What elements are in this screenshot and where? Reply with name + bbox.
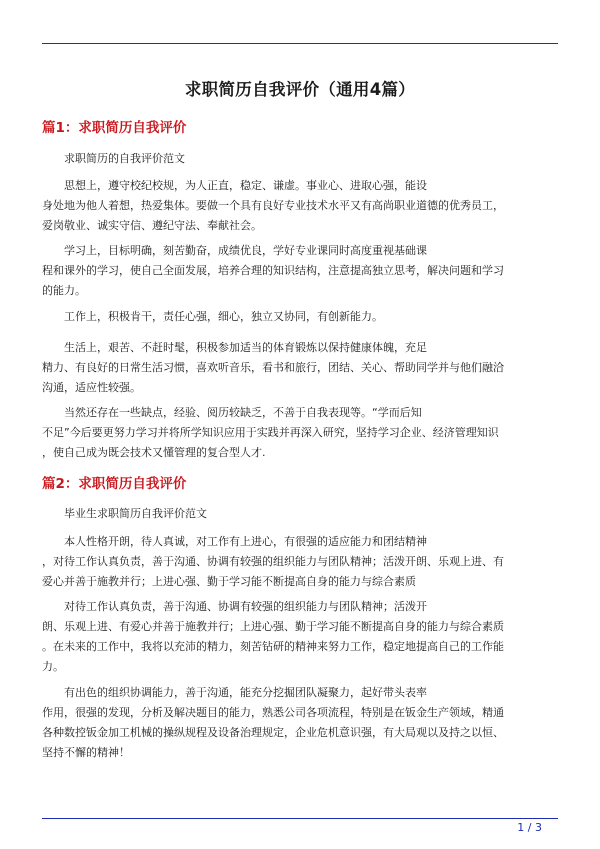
- paragraph-line: 。在未来的工作中，我将以充沛的精力，刻苦钻研的精神来努力工作，稳定地提高自己的工作能: [42, 640, 504, 653]
- section-subtitle-1: 求职简历的自我评价范文: [64, 152, 185, 165]
- paragraph-line: 本人性格开朗，待人真诚，对工作有上进心，有很强的适应能力和团结精神: [64, 535, 427, 548]
- paragraph-line: 当然还存在一些缺点，经验、阅历较缺乏，不善于自我表现等。“学而后知: [64, 406, 422, 419]
- paragraph: [42, 683, 558, 763]
- paragraph-line: 朗、乐观上进、有爱心并善于施教并行；上进心强、勤于学习能不断提高自身的能力与综合素质: [42, 620, 504, 633]
- paragraph-line: 学习上，目标明确，刻苦勤奋，成绩优良，学好专业课同时高度重视基础课: [64, 244, 427, 257]
- paragraph: [42, 532, 558, 592]
- paragraph-line: 各种数控钣金加工机械的操纵规程及设备治理规定，企业危机意识强，有大局观以及持之以恒、: [42, 726, 504, 739]
- paragraph: [42, 597, 558, 677]
- paragraph-line: 作用，很强的发现，分析及解决题目的能力，熟悉公司各项流程，特别是在钣金生产领域，精通: [42, 706, 504, 719]
- paragraph-line: 沟通，适应性较强。: [42, 381, 141, 394]
- document-title: 求职简历自我评价（通用4篇）: [184, 80, 416, 99]
- paragraph-line: 有出色的组织协调能力，善于沟通，能充分挖掘团队凝聚力，起好带头表率: [64, 686, 427, 699]
- paragraph-line: 程和课外的学习，使自己全面发展，培养合理的知识结构，注意提高独立思考，解决问题和学习: [42, 264, 504, 277]
- paragraph-line: 思想上，遵守校纪校规，为人正直，稳定、谦虚。事业心、进取心强，能设: [64, 179, 427, 192]
- paragraph-line: 的能力。: [42, 284, 86, 297]
- paragraph-line: 不足”今后要更努力学习并将所学知识应用于实践并再深入研究，坚持学习企业、经济管理知识: [42, 426, 499, 439]
- paragraph-line: 坚持不懈的精神！: [42, 746, 130, 759]
- paragraph-line: 爱心并善于施教并行；上进心强、勤于学习能不断提高自身的能力与综合素质: [42, 575, 416, 588]
- page-number: 1 / 3: [517, 821, 542, 834]
- paragraph: [42, 176, 558, 236]
- paragraph-line: ，使自己成为既会技术又懂管理的复合型人才.: [42, 446, 266, 459]
- paragraph-line: 精力、有良好的日常生活习惯，喜欢听音乐，看书和旅行，团结、关心、帮助同学并与他们融洽: [42, 361, 504, 374]
- paragraph-line: ，对待工作认真负责，善于沟通、协调有较强的组织能力与团队精神；活泼开朗、乐观上进、有: [42, 555, 504, 568]
- paragraph-line: 力。: [42, 660, 64, 673]
- paragraph-line: 工作上，积极肯干，责任心强，细心，独立又协同，有创新能力。: [64, 310, 383, 323]
- section-heading-2: 篇2：求职简历自我评价: [42, 476, 187, 492]
- paragraph-line: 爱岗敬业、诚实守信、遵纪守法、奉献社会。: [42, 219, 262, 232]
- header-rule: [42, 43, 558, 44]
- paragraph: [42, 403, 558, 463]
- section-heading-1: 篇1：求职简历自我评价: [42, 120, 187, 136]
- paragraph: [42, 338, 558, 398]
- paragraph-line: 身处地为他人着想，热爱集体。要做一个具有良好专业技术水平又有高尚职业道德的优秀员工，: [42, 199, 504, 212]
- paragraph: [42, 241, 558, 301]
- paragraph: [42, 307, 558, 327]
- paragraph-line: 生活上，艰苦、不赶时髦，积极参加适当的体育锻炼以保持健康体魄，充足: [64, 341, 427, 354]
- section-subtitle-2: 毕业生求职简历自我评价范文: [64, 507, 207, 520]
- footer-rule: [42, 818, 558, 819]
- paragraph-line: 对待工作认真负责，善于沟通、协调有较强的组织能力与团队精神；活泼开: [64, 600, 427, 613]
